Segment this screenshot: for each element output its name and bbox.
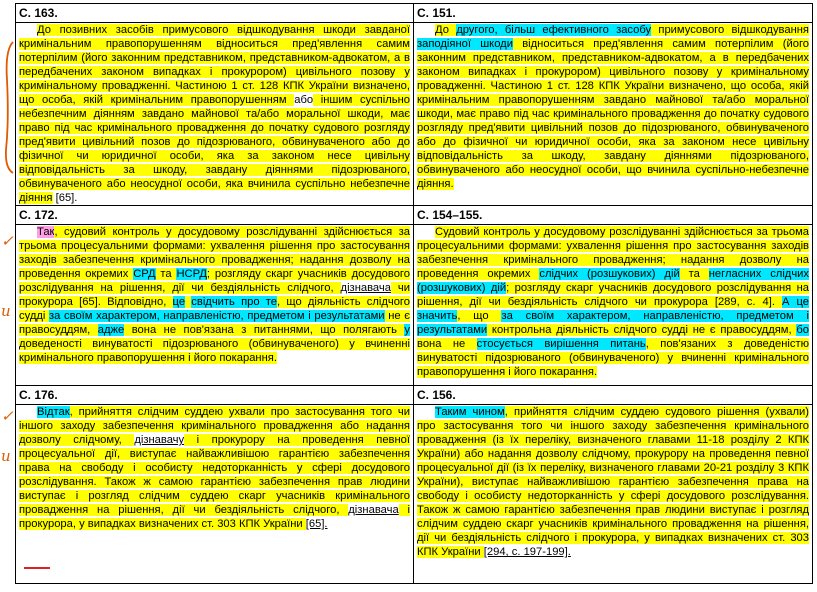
text-segment: Відтак (37, 406, 70, 418)
text-segment: або (294, 94, 314, 106)
red-underline-mark (24, 567, 50, 569)
left-page-ref: С. 172. (16, 206, 414, 225)
paragraph (417, 225, 809, 379)
paragraph (19, 225, 410, 365)
text-segment: бо (796, 324, 809, 336)
text-segment: дізнавача (348, 504, 399, 516)
paragraph (19, 405, 410, 531)
text-segment: не є правосуддям, (19, 310, 410, 336)
bracket-annotation (3, 40, 15, 175)
text-segment: заподіяної шкоди (417, 38, 513, 50)
text-segment: відноситься пред'явлення самим потерпілим (його законним представником, представником-адвокатом, а в передбачених законом випадках і прокурором) цивільного позову у кримінальному провадженні. Частиною 1 ст. 128 КПК України визначено, що особа, якій кримінальним правопорушенням (19, 38, 410, 106)
text-segment: ; розгляду скарг учасників досудового розслідування на рішення, дії чи бездіяльність слідчого, (19, 268, 410, 294)
text-segment: , що діяльність слідчого судді (19, 296, 410, 322)
comparison-table (15, 3, 813, 584)
right-page-ref: С. 154–155. (414, 206, 813, 225)
text-segment: та (155, 268, 177, 280)
text-segment: Таким чином (435, 406, 505, 418)
text-segment: [65]. (52, 192, 78, 204)
text-segment: примусового відшкодування (651, 24, 809, 36)
text-segment: слідчих (розшукових) дій (539, 268, 680, 280)
text-segment: , судовий контроль у досудовому розслідуванні здійснюється за трьома процесуальними формами: ухвалення рішення про застосування заходів забезпечення кримінального провадження; надання дозволу на проведення окремих (19, 226, 410, 280)
text-segment: , що (457, 310, 502, 322)
paragraph (19, 23, 410, 205)
text-segment: контрольна діяльність слідчого судді не є правосуддям, (487, 324, 797, 336)
letter-mark-2: u (1, 447, 11, 465)
left-text-cell (16, 23, 414, 206)
text-segment: , пов'язаних з доведеністю винуватості підозрюваного (обвинуваченого) у вчиненні кримінального правопорушення і його покарання. (417, 338, 810, 378)
paragraph (417, 23, 809, 191)
text-segment: це (172, 296, 186, 308)
text-segment: негласних слідчих (розшукових) дій (417, 268, 809, 294)
text-segment: А це (782, 296, 810, 308)
text-segment: , прийняття слідчим суддею судового рішення (ухвали) про застосування того чи іншого заходу забезпечення кримінального провадження (із їх переліку, визначеного главами 11-18 розділу 2 КПК України) або надання дозволу слідчому, прокурору на проведення певної процесуальної дії (із їх переліку, визначеного главами 20-21 розділу 3 КПК України), виступає найважливішою гарантією забезпечення права на свободу і особисту недоторканність у сфері досудового розслідування. Також ж самою гарантією забезпечення прав людини виступає і розгляд слідчим суддею скарг учасників кримінального провадження на рішення, дії чи бездіяльність слідчого і прокурора, у випадках визначених ст. 303 КПК України (417, 406, 809, 558)
text-segment: за своїм характером, направленістю, предметом і результатами (417, 310, 809, 336)
check-mark-2: ✓ (1, 407, 14, 425)
left-text-cell (16, 405, 414, 584)
text-segment: дізнавачу (134, 434, 185, 446)
text-segment: До (435, 24, 457, 36)
text-segment: адже (97, 324, 125, 336)
left-page-ref: С. 163. (16, 4, 414, 23)
text-segment: ; розгляду скарг учасників досудового розслідування на рішення, дії чи бездіяльність слідчого чи прокурора [289, с. 4]. (417, 282, 810, 308)
text-segment: доведеності винуватості підозрюваного (обвинуваченого) у вчиненні кримінального правопорушення і його покарання. (19, 338, 410, 364)
text-segment: Так (37, 226, 55, 238)
text-segment: Судовий контроль у досудовому розслідуванні здійснюється за трьома процесуальними формами: ухвалення рішення про застосування заходів забезпечення кримінального провадження; надання дозволу на проведення окремих (417, 226, 809, 280)
text-segment: чи прокурора [65]. Відповідно, (19, 282, 410, 308)
text-segment: НСРД (176, 268, 207, 280)
text-segment: і прокурору на проведення певної процесуальної дії, виступає найважливішою гарантією забезпечення права на свободу і особисту недоторканність у сфері досудового розслідування. Також ж самою гарантією забезпечення прав людини виступає і розгляд слідчим суддею скарг учасників кримінального провадження на рішення, дії чи бездіяльність слідчого, (19, 434, 411, 516)
text-segment: СРД (133, 268, 156, 280)
text-segment: за своїм характером, направленістю, предметом і результатами (49, 310, 385, 322)
right-page-ref: С. 151. (414, 4, 813, 23)
text-segment: вона не (417, 338, 477, 350)
text-segment: іншим суспільно небезпечним діянням (19, 94, 410, 120)
text-segment: завдано майнової та/або моральної шкоди, має право під час кримінального провадження до початку судового розгляду пред'явити цивільний позов до підозрюваного, обвинуваченого або до фізичної чи юридичної особи, яка за законом несе цивільну відповідальність за шкоду, завдану діяннями підозрюваного, обвинуваченого або неосудної особи, яка вчинила суспільно небезпечне діяння (19, 108, 410, 204)
left-page-ref: С. 176. (16, 386, 414, 405)
text-segment: , прийняття слідчим суддею ухвали про застосування того чи іншого заходу забезпечення кримінального провадження або надання дозволу слідчому, (19, 406, 410, 446)
text-segment: [65]. (305, 518, 328, 530)
text-segment: свідчить про те (191, 296, 278, 308)
text-segment: значить (417, 310, 458, 322)
text-segment: До позивних засобів примусового відшкодування шкоди завданої кримінальним правопорушенням (19, 24, 410, 50)
right-text-cell (414, 225, 813, 386)
right-text-cell (414, 405, 813, 584)
right-text-cell (414, 23, 813, 206)
text-segment: другого, більш ефективного засобу (456, 24, 652, 36)
text-segment: [294, с. 197-199]. (483, 546, 571, 558)
right-page-ref: С. 156. (414, 386, 813, 405)
text-segment: у (404, 324, 410, 336)
left-text-cell (16, 225, 414, 386)
letter-mark-1: u (1, 302, 11, 320)
paragraph (417, 405, 809, 559)
text-segment: дізнавача (340, 282, 391, 294)
text-segment: та (679, 268, 709, 280)
text-segment: стосується вирішення питань (476, 338, 646, 350)
text-segment: і прокурора, у випадках визначених ст. 303 КПК України (19, 504, 411, 530)
text-segment: вона не пов'язана з питаннями, що полягають (124, 324, 405, 336)
check-mark-1: ✓ (1, 232, 14, 250)
text-segment: відноситься пред'явлення самим потерпілим (його законним представником, представником-адвокатом, а в передбачених законом випадках і прокурором) цивільного позову у кримінальному провадженні. Частиною 1 ст. 128 КПК України визначено, що особа, якій кримінальним правопорушенням завдано майнової та/або моральної шкоди, має право під час кримінального провадження до початку судового розгляду пред'явити цивільний позов до підозрюваного, обвинуваченого або до фізичної чи юридичної особи, яка за законом несе цивільну відповідальність за шкоду, завдану діяннями підозрюваного, обвинуваченого або неосудної особи, що вчинила суспільно-небезпечне діяння. (417, 38, 809, 190)
